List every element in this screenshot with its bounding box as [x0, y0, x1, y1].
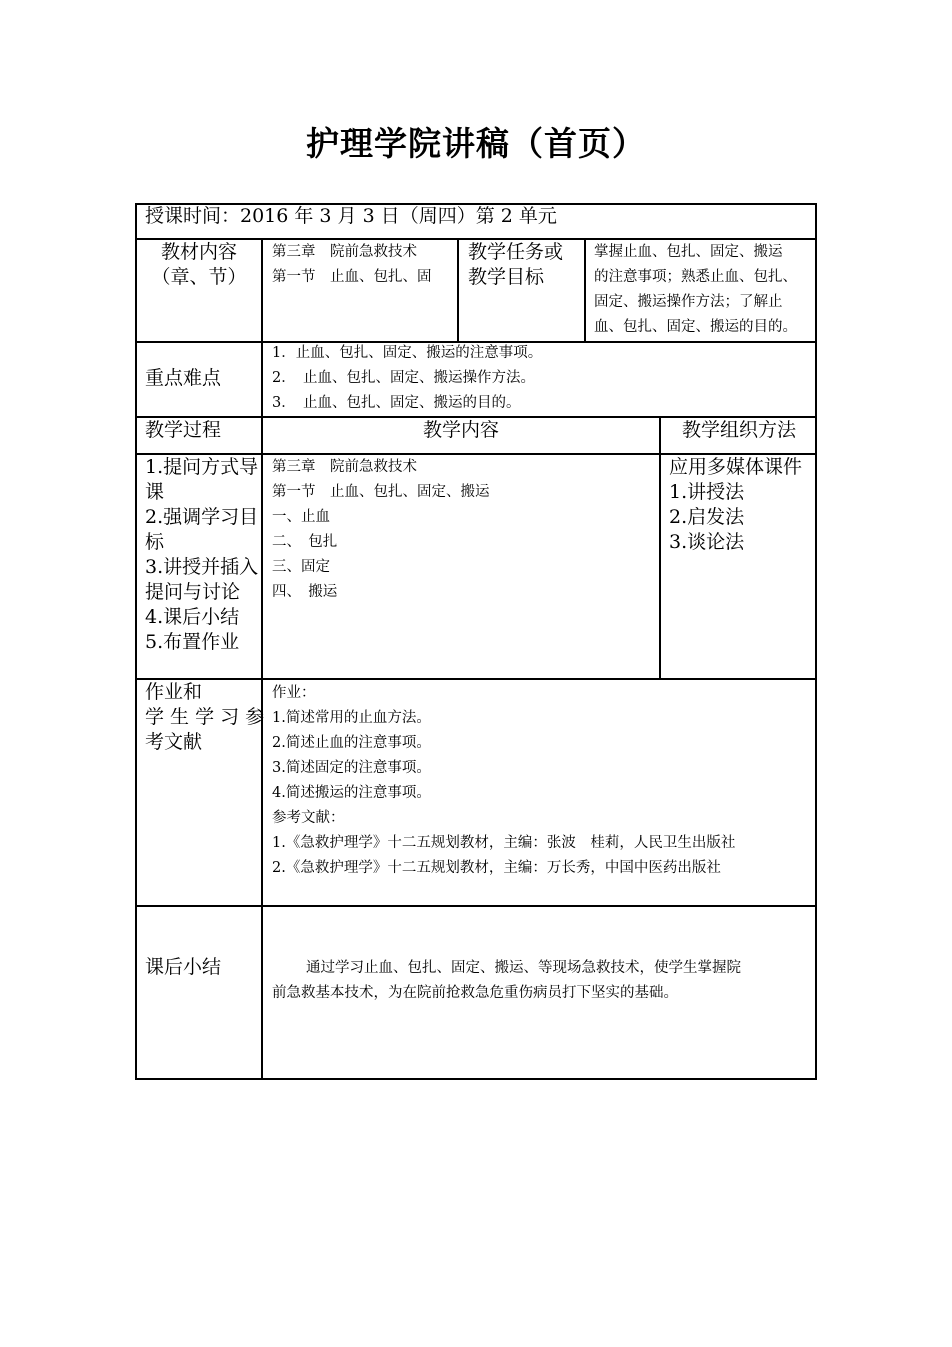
list-item: 2． 止血、包扎、固定、搬运操作方法。: [272, 370, 535, 386]
text-line: 作业和: [145, 681, 203, 703]
textbook-label: [140, 240, 258, 290]
list-item: 标: [145, 531, 165, 553]
summary-label: 课后小结: [145, 956, 222, 978]
lecture-time: 授课时间：2016 年 3 月 3 日（周四）第 2 单元: [145, 205, 557, 227]
text-line: 教学任务或: [468, 241, 564, 263]
list-item: 3． 止血、包扎、固定、搬运的目的。: [272, 395, 521, 411]
list-item: 1.简述常用的止血方法。: [272, 710, 431, 726]
key-points-list: [272, 341, 542, 416]
text-line: 教材内容: [160, 241, 237, 263]
text-line: （章、节）: [151, 266, 247, 288]
text-line: 固定、搬运操作方法；了解止: [594, 294, 783, 310]
column-divider: [457, 238, 459, 341]
list-item: 一、止血: [272, 509, 330, 525]
content-header: 教学内容: [422, 419, 499, 441]
list-item: 1.提问方式导: [145, 456, 259, 478]
objective-label: [468, 240, 563, 290]
text-line: 的注意事项；熟悉止血、包扎、: [594, 269, 797, 285]
column-divider: [261, 238, 263, 1080]
text-line: 掌握止血、包扎、固定、搬运: [594, 244, 783, 260]
text-line: 通过学习止血、包扎、固定、搬运、等现场急救技术，使学生掌握院: [306, 960, 741, 976]
summary-text: [272, 956, 741, 1006]
list-item: 4.简述搬运的注意事项。: [272, 785, 431, 801]
teaching-content: [272, 455, 490, 605]
list-item: 提问与讨论: [145, 581, 241, 603]
column-divider: [584, 238, 586, 341]
list-item: 2.启发法: [669, 506, 745, 528]
references-heading: 参考文献：: [272, 810, 345, 826]
list-item: 2.《急救护理学》十二五规划教材，主编：万长秀，中国中医药出版社: [272, 860, 721, 876]
list-item: 3.讲授并插入: [145, 556, 259, 578]
section-title: 第一节 止血、包扎、固: [272, 269, 432, 285]
list-item: 三、固定: [272, 559, 330, 575]
objective-text: [594, 240, 797, 340]
list-item: 第三章 院前急救技术: [272, 459, 417, 475]
text-line: 学 生 学 习 参: [145, 706, 265, 728]
column-divider: [659, 416, 661, 678]
list-item: 第一节 止血、包扎、固定、搬运: [272, 484, 490, 500]
process-steps: [145, 455, 258, 655]
process-header: 教学过程: [145, 419, 222, 441]
list-item: 1.讲授法: [669, 481, 745, 503]
list-item: 5.布置作业: [145, 631, 240, 653]
text-line: 教学目标: [468, 266, 545, 288]
list-item: 二、 包扎: [272, 534, 338, 550]
text-line: 血、包扎、固定、搬运的目的。: [594, 319, 797, 335]
list-item: 2.强调学习目: [145, 506, 259, 528]
homework-label: [145, 680, 264, 755]
text-line: 前急救基本技术，为在院前抢救急危重伤病员打下坚实的基础。: [272, 985, 678, 1001]
list-item: 四、 搬运: [272, 584, 338, 600]
list-item: 3.谈论法: [669, 531, 745, 553]
list-item: 2.简述止血的注意事项。: [272, 735, 431, 751]
list-item: 1.《急救护理学》十二五规划教材，主编：张波 桂莉，人民卫生出版社: [272, 835, 736, 851]
chapter-title: 第三章 院前急救技术: [272, 244, 417, 260]
teaching-methods: [669, 455, 802, 555]
key-points-label: 重点难点: [145, 367, 222, 389]
table-divider: [135, 905, 817, 907]
list-item: 课: [145, 481, 165, 503]
list-item: 4.课后小结: [145, 606, 240, 628]
homework-content: [272, 681, 735, 881]
list-item: 应用多媒体课件: [669, 456, 803, 478]
page-title: 护理学院讲稿（首页）: [306, 124, 646, 163]
list-item: 1．止血、包扎、固定、搬运的注意事项。: [272, 345, 543, 361]
list-item: 3.简述固定的注意事项。: [272, 760, 431, 776]
method-header: 教学组织方法: [681, 419, 796, 441]
text-line: 考文献: [145, 731, 203, 753]
textbook-content: [272, 240, 432, 290]
homework-heading: 作业：: [272, 685, 316, 701]
